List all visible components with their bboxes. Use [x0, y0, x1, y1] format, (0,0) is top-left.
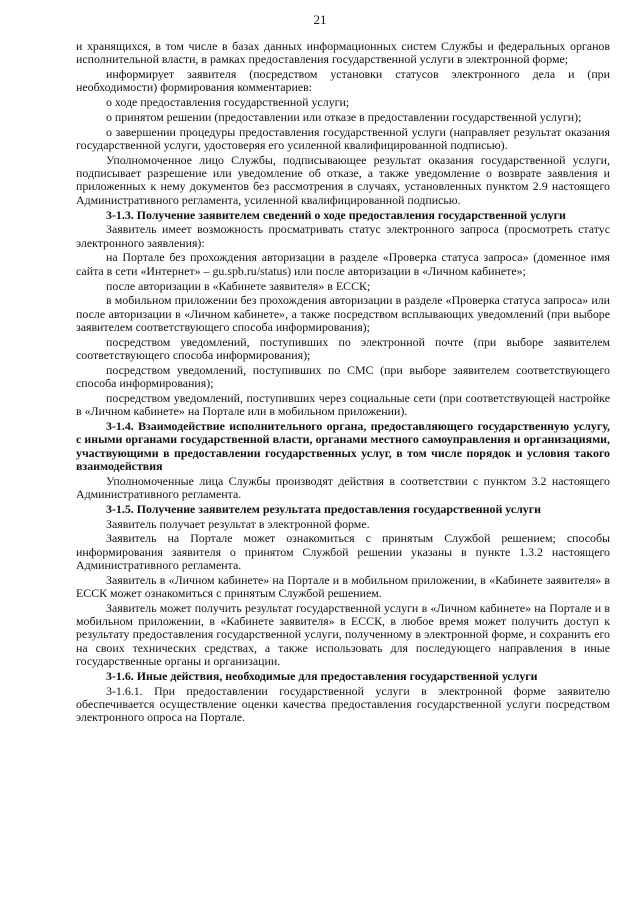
body-paragraph: Заявитель получает результат в электронной форме. [106, 516, 370, 531]
body-paragraph: Заявитель на Портале может ознакомиться с принятым Службой решением; способы информирования заявителя о принятом Службой решении указаны в пункте 1.3.2 настоящего Административного регламента. [76, 531, 610, 572]
body-paragraph: Уполномоченные лица Службы производят действия в соответствии с пунктом 3.2 настоящего Административного регламента. [76, 473, 610, 501]
section-heading: 3-1.3. Получение заявителем сведений о ходе предоставления государственной услуги [106, 207, 566, 222]
body-paragraph: посредством уведомлений, поступивших по электронной почте (при выборе заявителем соответствующего способа информирования); [76, 334, 610, 363]
document-body [76, 40, 610, 726]
body-paragraph: Заявитель может получить результат государственной услуги в «Личном кабинете» на Портале и в мобильном приложении, в «Кабинете заявителя» в ЕССК, в любое время может получить доступ к результату предоставления государственной услуги, полученному в электронной форме, и сохранить его на своих технических средствах, а также использовать для последующего направления в иные государственные органы и организации. [76, 600, 610, 669]
section-heading: 3-1.5. Получение заявителем результата предоставления государственной услуги [106, 501, 541, 516]
body-paragraph: после авторизации в «Кабинете заявителя» в ЕССК; [106, 278, 371, 293]
body-paragraph: на Портале без прохождения авторизации в разделе «Проверка статуса запроса» (доменное имя сайта в сети «Интернет» – gu.spb.ru/status) или после авторизации в «Личном кабинете»; [76, 250, 610, 278]
body-paragraph: Уполномоченное лицо Службы, подписывающее результат оказания государственной услуги, подписывает разрешение или уведомление об отказе, а также уведомление о возврате заявления и приложенных к нему документов без рассмотрения в случаях, установленных пунктом 2.9 настоящего Административного регламента, усиленной квалифицированной подписью. [76, 152, 610, 207]
body-paragraph: о ходе предоставления государственной услуги; [106, 95, 350, 110]
body-paragraph: посредством уведомлений, поступивших через социальные сети (при соответствующей настройке в «Личном кабинете» на Портале или в мобильном приложении). [76, 390, 610, 419]
section-heading: 3-1.6. Иные действия, необходимые для предоставления государственной услуги [106, 668, 538, 683]
body-paragraph: 3-1.6.1. При предоставлении государственной услуги в электронной форме заявителю обеспечивается осуществление оценки качества предоставления государственной услуги посредством электронного опроса на Портале. [76, 683, 610, 725]
page-number: 21 [313, 12, 327, 27]
body-paragraph: о принятом решении (предоставлении или отказе в предоставлении государственной услуги); [106, 109, 582, 124]
body-paragraph: Заявитель в «Личном кабинете» на Портале и в мобильном приложении, в «Кабинете заявителя» в ЕССК может ознакомиться с принятым Службой решением. [76, 572, 610, 601]
body-paragraph: посредством уведомлений, поступивших по СМС (при выборе заявителем соответствующего способа информирования); [76, 362, 610, 391]
section-heading: 3-1.4. Взаимодействие исполнительного органа, предоставляющего государственную услугу, с иными органами государственной власти, органами местного самоуправления и организациями, участвующими в предоставлении государственных услуг, в том числе порядок и условия такого взаимодействия [76, 419, 610, 473]
body-paragraph: информирует заявителя (посредством установки статусов электронного дела и (при необходимости) формирования комментариев: [76, 67, 610, 95]
body-paragraph: о завершении процедуры предоставления государственной услуги (направляет результат оказания государственной услуги, удостоверяя его усиленной квалифицированной подписью). [76, 124, 610, 153]
body-paragraph: Заявитель имеет возможность просматривать статус электронного запроса (просмотреть статус электронного заявления): [76, 222, 610, 250]
body-paragraph: в мобильном приложении без прохождения авторизации в разделе «Проверка статуса запроса» или после авторизации в «Личном кабинете», а также посредством всплывающих уведомлений (при выборе заявителем соответствующего способа информирования); [76, 293, 610, 334]
body-paragraph: и хранящихся, в том числе в базах данных информационных систем Службы и федеральных органов исполнительной власти, в рамках предоставления государственной услуги в электронной форме; [76, 39, 610, 67]
